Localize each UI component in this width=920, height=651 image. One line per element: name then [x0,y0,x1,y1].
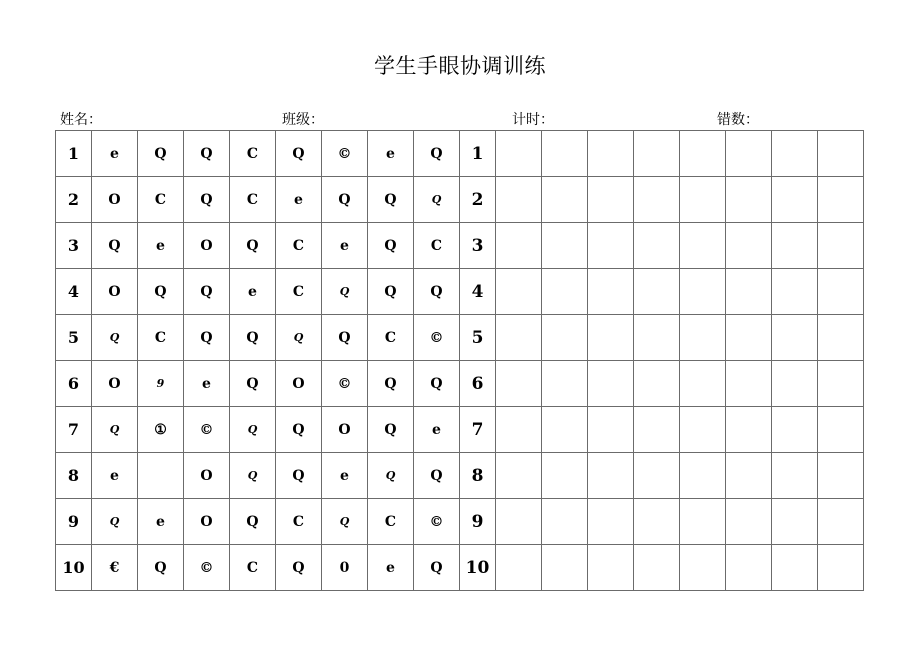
symbol-cell: Q [138,131,184,177]
answer-cell[interactable] [772,269,818,315]
symbol-cell: Q [92,315,138,361]
symbol-cell: Q [368,361,414,407]
row-number-right: 3 [460,223,496,269]
symbol-cell: Q [276,131,322,177]
symbol-cell: e [276,177,322,223]
answer-cell[interactable] [588,361,634,407]
answer-cell[interactable] [772,499,818,545]
symbol-cell: Q [230,407,276,453]
symbol-cell: C [138,315,184,361]
answer-cell[interactable] [634,407,680,453]
class-label: 班级： [282,112,324,128]
answer-cell[interactable] [772,223,818,269]
symbol-cell: Q [322,269,368,315]
answer-cell[interactable] [680,177,726,223]
symbol-cell: Q [184,131,230,177]
symbol-cell: Q [92,407,138,453]
row-number-right: 8 [460,453,496,499]
answer-cell[interactable] [496,315,542,361]
symbol-cell: Q [276,453,322,499]
symbol-cell: © [322,361,368,407]
symbol-cell: Q [414,545,460,591]
answer-cell[interactable] [818,131,864,177]
answer-cell[interactable] [818,315,864,361]
answer-cell[interactable] [818,223,864,269]
symbol-cell: © [414,499,460,545]
row-number-left: 2 [56,177,92,223]
answer-cell[interactable] [726,407,772,453]
symbol-cell: Q [230,499,276,545]
answer-cell[interactable] [818,361,864,407]
answer-cell[interactable] [588,407,634,453]
answer-cell[interactable] [634,177,680,223]
answer-cell[interactable] [634,499,680,545]
row-number-left: 9 [56,499,92,545]
symbol-cell: C [276,269,322,315]
row-number-right: 5 [460,315,496,361]
answer-cell[interactable] [772,453,818,499]
answer-cell[interactable] [772,407,818,453]
table-row [56,545,864,591]
symbol-cell: © [184,407,230,453]
table-row [56,223,864,269]
symbol-cell: e [368,131,414,177]
table-row [56,269,864,315]
answer-cell[interactable] [634,223,680,269]
symbol-cell: e [368,545,414,591]
symbol-cell: Q [230,361,276,407]
answer-cell[interactable] [588,223,634,269]
row-number-right: 4 [460,269,496,315]
symbol-cell: Q [414,177,460,223]
answer-cell[interactable] [818,269,864,315]
training-grid [55,130,864,591]
symbol-cell: Q [184,177,230,223]
row-number-left: 5 [56,315,92,361]
symbol-cell: € [92,545,138,591]
row-number-left: 1 [56,131,92,177]
answer-cell[interactable] [588,545,634,591]
timer-label: 计时： [512,112,554,128]
symbol-cell: Q [414,131,460,177]
row-number-left: 7 [56,407,92,453]
answer-cell[interactable] [772,315,818,361]
row-number-right: 9 [460,499,496,545]
table-row [56,407,864,453]
answer-cell[interactable] [634,361,680,407]
answer-cell[interactable] [634,269,680,315]
answer-cell[interactable] [588,177,634,223]
answer-cell[interactable] [496,223,542,269]
answer-cell[interactable] [726,361,772,407]
symbol-cell: Q [414,269,460,315]
answer-cell[interactable] [542,223,588,269]
symbol-cell: Q [368,177,414,223]
symbol-cell: O [184,499,230,545]
symbol-cell: e [138,499,184,545]
symbol-cell: Q [184,315,230,361]
symbol-cell: Q [138,545,184,591]
answer-cell[interactable] [726,315,772,361]
symbol-cell: Q [276,407,322,453]
answer-cell[interactable] [772,131,818,177]
answer-cell[interactable] [726,131,772,177]
answer-cell[interactable] [680,131,726,177]
answer-cell[interactable] [818,407,864,453]
symbol-cell: e [184,361,230,407]
symbol-cell: Q [276,545,322,591]
answer-cell[interactable] [818,545,864,591]
answer-cell[interactable] [496,131,542,177]
answer-cell[interactable] [634,453,680,499]
answer-cell[interactable] [818,453,864,499]
symbol-cell: Q [184,269,230,315]
symbol-cell: e [322,223,368,269]
answer-cell[interactable] [542,315,588,361]
row-number-right: 7 [460,407,496,453]
answer-cell[interactable] [818,177,864,223]
answer-cell[interactable] [634,545,680,591]
answer-cell[interactable] [680,361,726,407]
symbol-cell: O [92,361,138,407]
symbol-cell: Q [230,453,276,499]
page-title: 学生手眼协调训练 [374,54,546,78]
answer-cell[interactable] [496,177,542,223]
symbol-cell: 9 [138,361,184,407]
name-label: 姓名： [60,112,102,128]
symbol-cell: C [138,177,184,223]
answer-cell[interactable] [542,453,588,499]
table-row [56,361,864,407]
symbol-cell: C [368,315,414,361]
symbol-cell: © [184,545,230,591]
answer-cell[interactable] [496,453,542,499]
answer-cell[interactable] [772,177,818,223]
answer-cell[interactable] [680,269,726,315]
answer-cell[interactable] [496,499,542,545]
answer-cell[interactable] [542,499,588,545]
table-row [56,131,864,177]
answer-cell[interactable] [634,315,680,361]
answer-cell[interactable] [772,545,818,591]
answer-cell[interactable] [588,269,634,315]
row-number-left: 10 [56,545,92,591]
symbol-cell: C [230,131,276,177]
symbol-cell: Q [230,315,276,361]
symbol-cell [138,453,184,499]
answer-cell[interactable] [542,177,588,223]
answer-cell[interactable] [680,453,726,499]
symbol-cell: C [414,223,460,269]
row-number-right: 1 [460,131,496,177]
symbol-cell: © [322,131,368,177]
symbol-cell: Q [230,223,276,269]
answer-cell[interactable] [634,131,680,177]
answer-cell[interactable] [680,315,726,361]
answer-cell[interactable] [772,361,818,407]
symbol-cell: C [368,499,414,545]
answer-cell[interactable] [726,545,772,591]
table-row [56,315,864,361]
symbol-cell: Q [322,177,368,223]
answer-cell[interactable] [542,545,588,591]
symbol-cell: Q [368,223,414,269]
symbol-cell: Q [322,499,368,545]
symbol-cell: O [184,453,230,499]
symbol-cell: Q [414,453,460,499]
symbol-cell: e [322,453,368,499]
symbol-cell: e [138,223,184,269]
symbol-cell: ① [138,407,184,453]
answer-cell[interactable] [588,499,634,545]
answer-cell[interactable] [818,499,864,545]
answer-cell[interactable] [542,269,588,315]
table-row [56,177,864,223]
answer-cell[interactable] [588,453,634,499]
symbol-cell: C [276,223,322,269]
errors-label: 错数： [717,112,759,128]
answer-cell[interactable] [542,361,588,407]
answer-cell[interactable] [496,545,542,591]
symbol-cell: Q [368,453,414,499]
symbol-cell: C [276,499,322,545]
table-row [56,499,864,545]
symbol-cell: Q [276,315,322,361]
symbol-cell: Q [414,361,460,407]
symbol-cell: O [276,361,322,407]
answer-cell[interactable] [496,269,542,315]
symbol-cell: Q [368,407,414,453]
symbol-cell: C [230,177,276,223]
answer-cell[interactable] [726,269,772,315]
answer-cell[interactable] [680,223,726,269]
answer-cell[interactable] [726,223,772,269]
table-row [56,453,864,499]
row-number-left: 8 [56,453,92,499]
symbol-cell: e [230,269,276,315]
row-number-right: 6 [460,361,496,407]
row-number-left: 4 [56,269,92,315]
answer-cell[interactable] [726,499,772,545]
symbol-cell: Q [138,269,184,315]
answer-cell[interactable] [496,407,542,453]
symbol-cell: O [92,269,138,315]
symbol-cell: Q [322,315,368,361]
answer-cell[interactable] [680,407,726,453]
answer-cell[interactable] [680,499,726,545]
symbol-cell: e [92,131,138,177]
symbol-cell: e [414,407,460,453]
row-number-left: 3 [56,223,92,269]
answer-cell[interactable] [542,131,588,177]
symbol-cell: 0 [322,545,368,591]
symbol-cell: O [92,177,138,223]
symbol-cell: Q [92,223,138,269]
answer-cell[interactable] [542,407,588,453]
answer-cell[interactable] [496,361,542,407]
row-number-right: 2 [460,177,496,223]
answer-cell[interactable] [588,131,634,177]
row-number-right: 10 [460,545,496,591]
answer-cell[interactable] [680,545,726,591]
symbol-cell: Q [368,269,414,315]
answer-cell[interactable] [726,177,772,223]
symbol-cell: C [230,545,276,591]
row-number-left: 6 [56,361,92,407]
symbol-cell: Q [92,499,138,545]
symbol-cell: O [184,223,230,269]
symbol-cell: e [92,453,138,499]
symbol-cell: O [322,407,368,453]
answer-cell[interactable] [726,453,772,499]
symbol-cell: © [414,315,460,361]
answer-cell[interactable] [588,315,634,361]
